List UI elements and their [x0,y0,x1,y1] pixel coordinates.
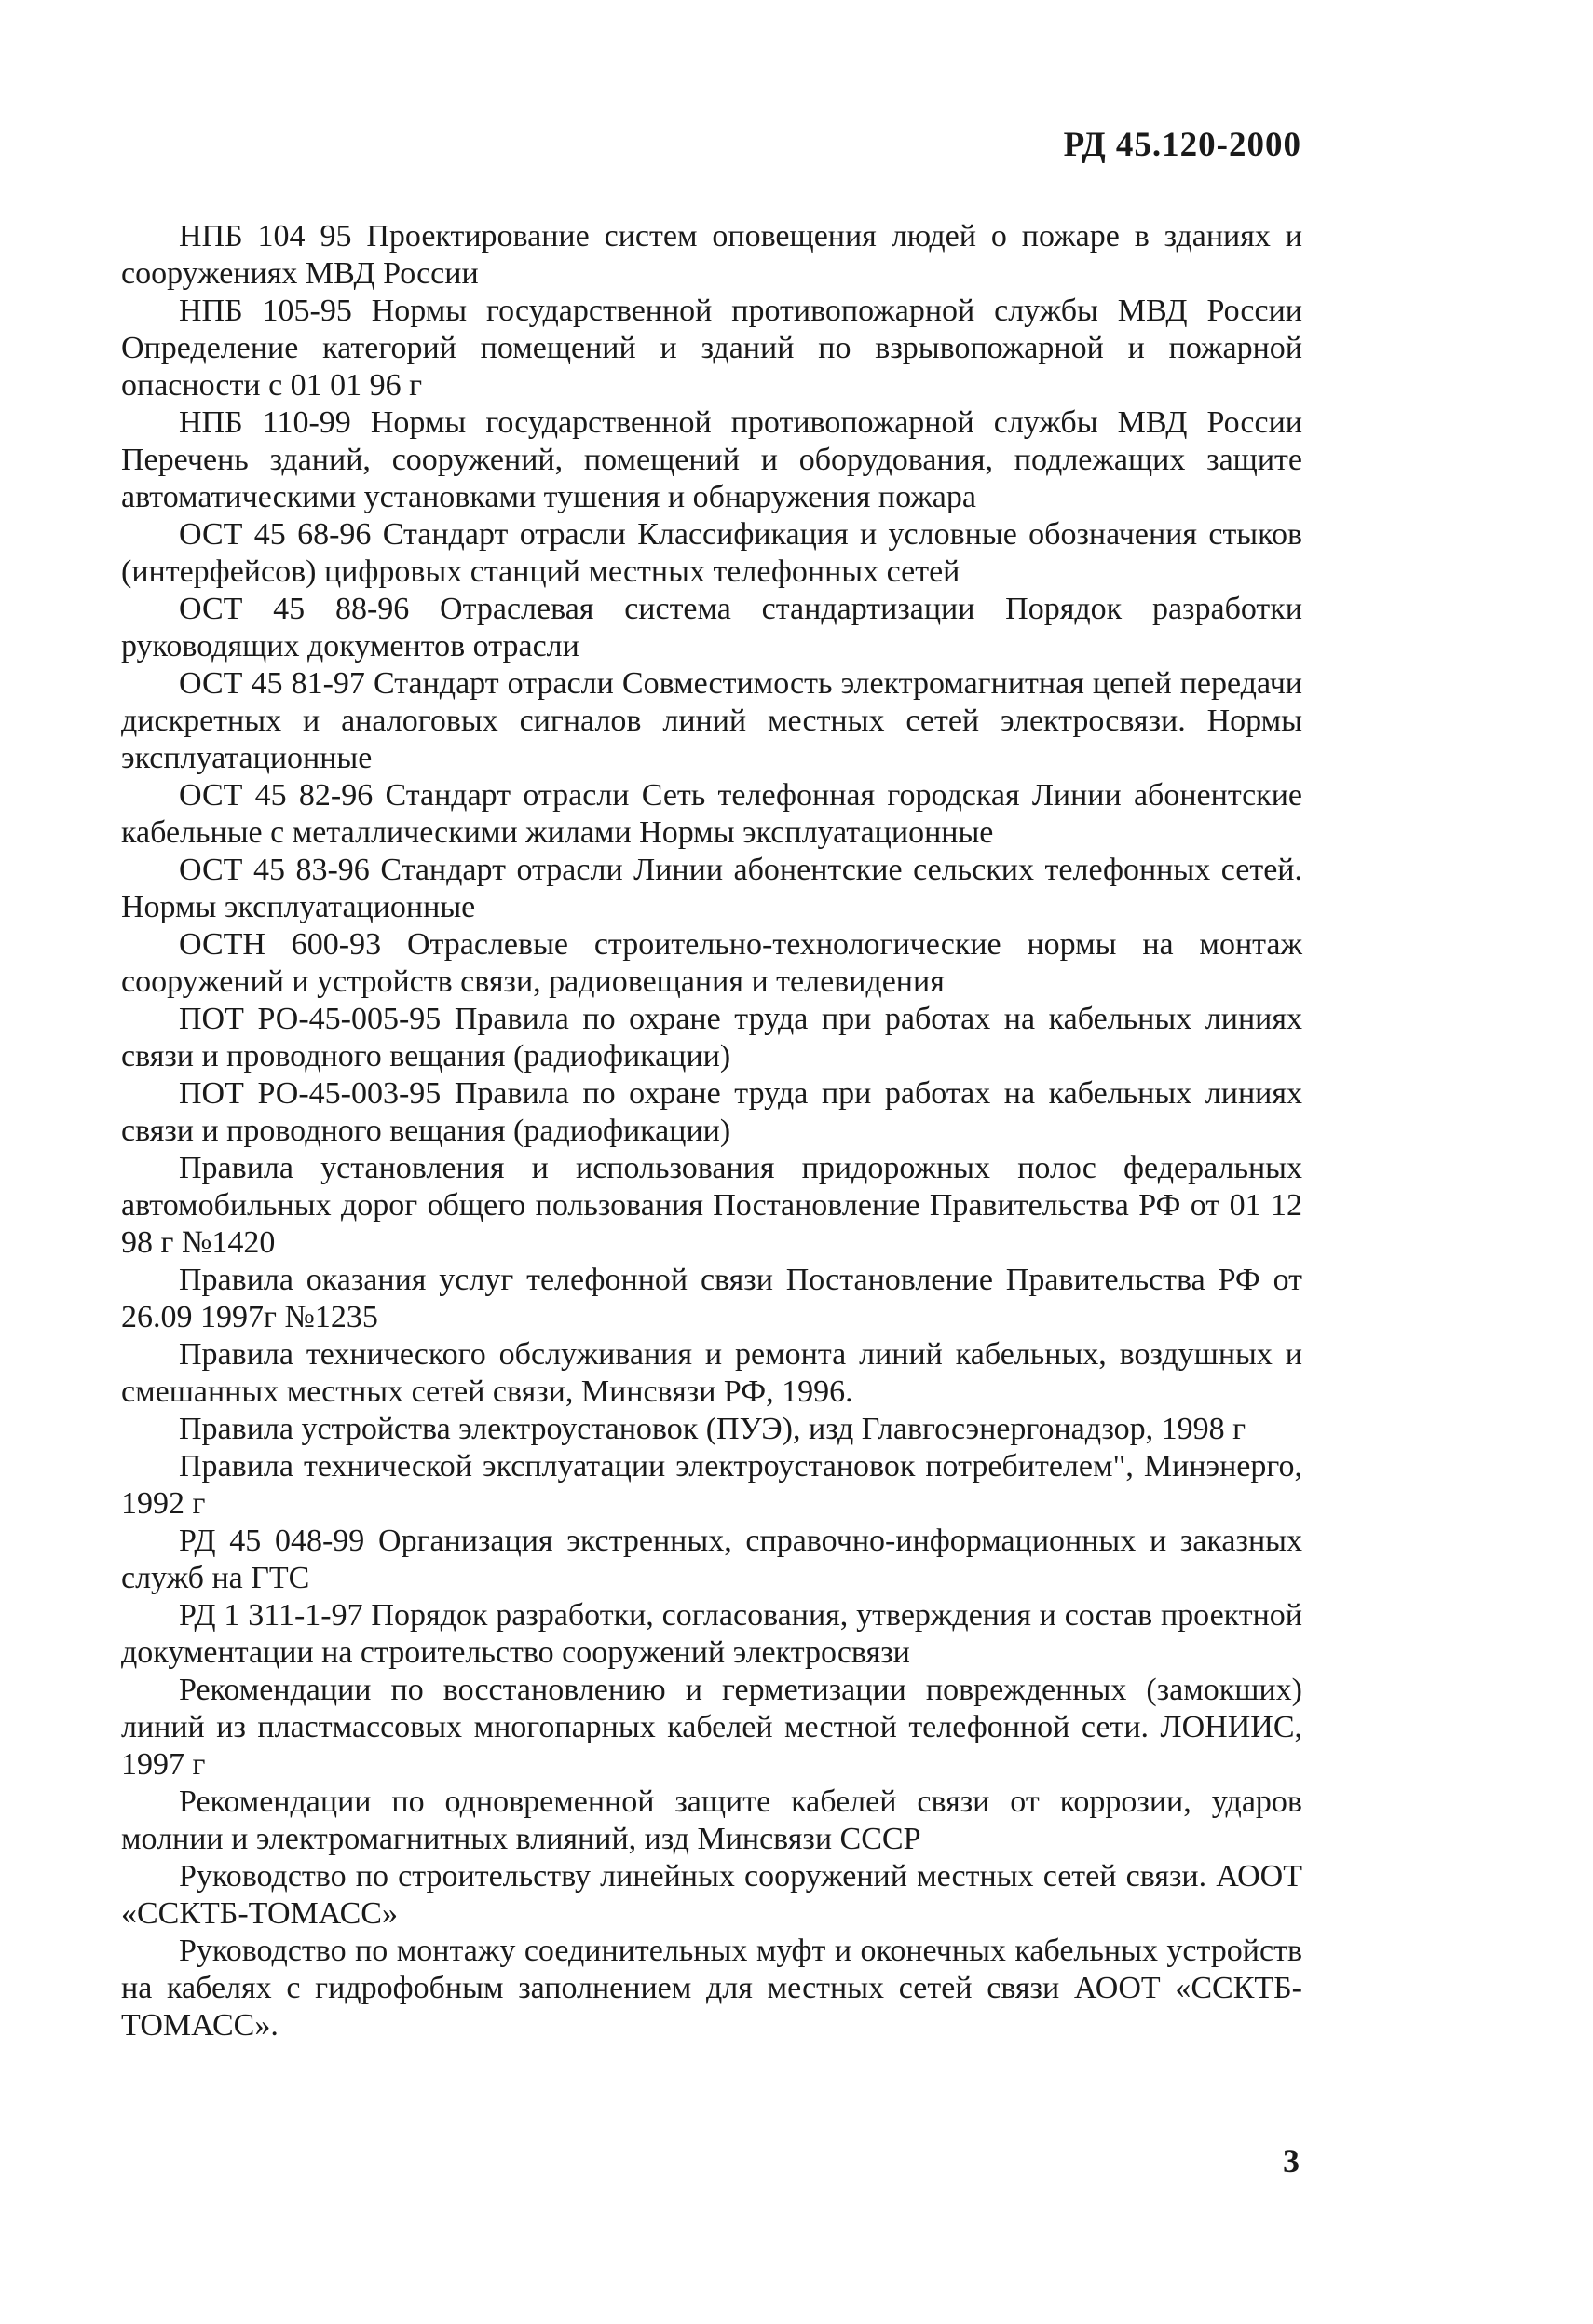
document-code: РД 45.120-2000 [1063,126,1301,164]
reference-entry: Правила технической эксплуатации электроустановок потребителем", Минэнерго, 1992 г [121,1449,1302,1521]
reference-entry: ОСТ 45 83-96 Стандарт отрасли Линии абонентские сельских телефонных сетей. Нормы эксплуатационные [121,853,1302,924]
page-number: 3 [1283,2142,1300,2180]
reference-entry: Правила установления и использования придорожных полос федеральных автомобильных дорог общего пользования Постановление Правительства РФ от 01 12 98 г №1420 [121,1151,1302,1260]
reference-list [121,218,1302,2044]
reference-entry: Правила технического обслуживания и ремонта линий кабельных, воздушных и смешанных местных сетей связи, Минсвязи РФ, 1996. [121,1337,1302,1409]
reference-entry: НПБ 105-95 Нормы государственной противопожарной службы МВД России Определение категорий помещений и зданий по взрывопожарной и пожарной опасности с 01 01 96 г [121,294,1302,403]
reference-entry: ОСТ 45 88-96 Отраслевая система стандартизации Порядок разработки руководящих документов отрасли [121,592,1302,663]
reference-entry: Руководство по строительству линейных сооружений местных сетей связи. АООТ «ССКТБ-ТОМАСС» [121,1859,1302,1931]
reference-entry: ОСТ 45 82-96 Стандарт отрасли Сеть телефонная городская Линии абонентские кабельные с металлическими жилами Нормы эксплуатационные [121,778,1302,850]
reference-entry: РД 45 048-99 Организация экстренных, справочно-информационных и заказных служб на ГТС [121,1524,1302,1595]
reference-entry: ОСТ 45 81-97 Стандарт отрасли Совместимость электромагнитная цепей передачи дискретных и аналоговых сигналов линий местных сетей электросвязи. Нормы эксплуатационные [121,666,1302,775]
reference-entry: Правила оказания услуг телефонной связи Постановление Правительства РФ от 26.09 1997г №1235 [121,1263,1302,1334]
reference-entry: ОСТН 600-93 Отраслевые строительно-технологические нормы на монтаж сооружений и устройств связи, радиовещания и телевидения [121,927,1302,999]
reference-entry: ПОТ РО-45-003-95 Правила по охране труда при работах на кабельных линиях связи и проводного вещания (радиофикации) [121,1076,1302,1148]
reference-entry: ОСТ 45 68-96 Стандарт отрасли Классификация и условные обозначения стыков (интерфейсов) цифровых станций местных телефонных сетей [121,517,1302,589]
reference-entry: НПБ 110-99 Нормы государственной противопожарной службы МВД России Перечень зданий, сооружений, помещений и оборудования, подлежащих защите автоматическими установками тушения и обнаружения пожара [121,405,1302,514]
reference-entry: НПБ 104 95 Проектирование систем оповещения людей о пожаре в зданиях и сооружениях МВД России [121,219,1302,291]
reference-entry: Правила устройства электроустановок (ПУЭ), изд Главгосэнергонадзор, 1998 г [179,1412,1246,1446]
reference-entry: ПОТ РО-45-005-95 Правила по охране труда при работах на кабельных линиях связи и проводного вещания (радиофикации) [121,1002,1302,1073]
reference-entry: Рекомендации по одновременной защите кабелей связи от коррозии, ударов молнии и электромагнитных влияний, изд Минсвязи СССР [121,1784,1302,1856]
reference-entry: Рекомендации по восстановлению и герметизации поврежденных (замокших) линий из пластмассовых многопарных кабелей местной телефонной сети. ЛОНИИС, 1997 г [121,1673,1302,1782]
reference-entry: РД 1 311-1-97 Порядок разработки, согласования, утверждения и состав проектной документации на строительство сооружений электросвязи [121,1598,1302,1670]
reference-entry: Руководство по монтажу соединительных муфт и оконечных кабельных устройств на кабелях с гидрофобным заполнением для местных сетей связи АООТ «ССКТБ-ТОМАСС». [121,1934,1302,2043]
